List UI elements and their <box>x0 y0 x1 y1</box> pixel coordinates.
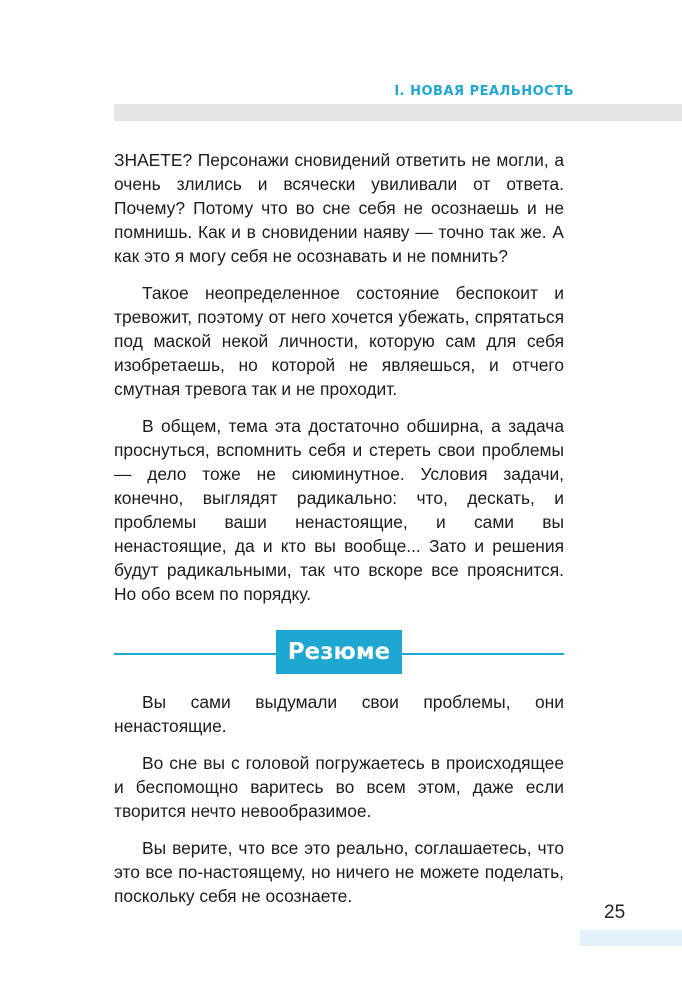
resume-heading: Резюме <box>276 630 402 674</box>
paragraph: В общем, тема эта достаточно обширна, а задача проснуться, вспомнить себя и стереть свои проблемы — дело тоже не сиюминутное. Условия задачи, конечно, выглядят радикально: что, дескать, и проблемы ваши ненастоящие, и сами вы ненастоящие, да и кто вы вообще... Зато и решения будут радикальными, так что вскоре все прояснится. Но обо всем по порядку. <box>114 416 564 604</box>
resume-heading-section <box>114 630 564 674</box>
resume-paragraph: Во сне вы с головой погружаетесь в происходящее и беспомощно варитесь во всем этом, даже если творится нечто невообразимое. <box>114 753 564 821</box>
page-number: 25 <box>604 902 626 923</box>
footer-band <box>580 930 682 946</box>
header-band <box>114 104 682 121</box>
resume-paragraph: Вы верите, что все это реально, соглашаетесь, что это все по-настоящему, но ничего не можете поделать, поскольку себя не осознаете. <box>114 838 564 906</box>
main-text <box>114 148 564 619</box>
resume-paragraph: Вы сами выдумали свои проблемы, они ненастоящие. <box>114 692 564 736</box>
paragraph: ЗНАЕТЕ? Персонажи сновидений ответить не могли, а очень злились и всячески увиливали от ответа. Почему? Потому что во сне себя не осознаешь и не помнишь. Как и в сновидении наяву — точно так же. А как это я могу себя не осознавать и не помнить? <box>114 150 564 266</box>
resume-text <box>114 690 564 921</box>
paragraph: Такое неопределенное состояние беспокоит и тревожит, поэтому от него хочется убежать, спрятаться под маской некой личности, которую сам для себя изобретаешь, но которой не являешься, и отчего смутная тревога так и не проходит. <box>114 283 564 399</box>
chapter-title: I. НОВАЯ РЕАЛЬНОСТЬ <box>394 84 574 99</box>
